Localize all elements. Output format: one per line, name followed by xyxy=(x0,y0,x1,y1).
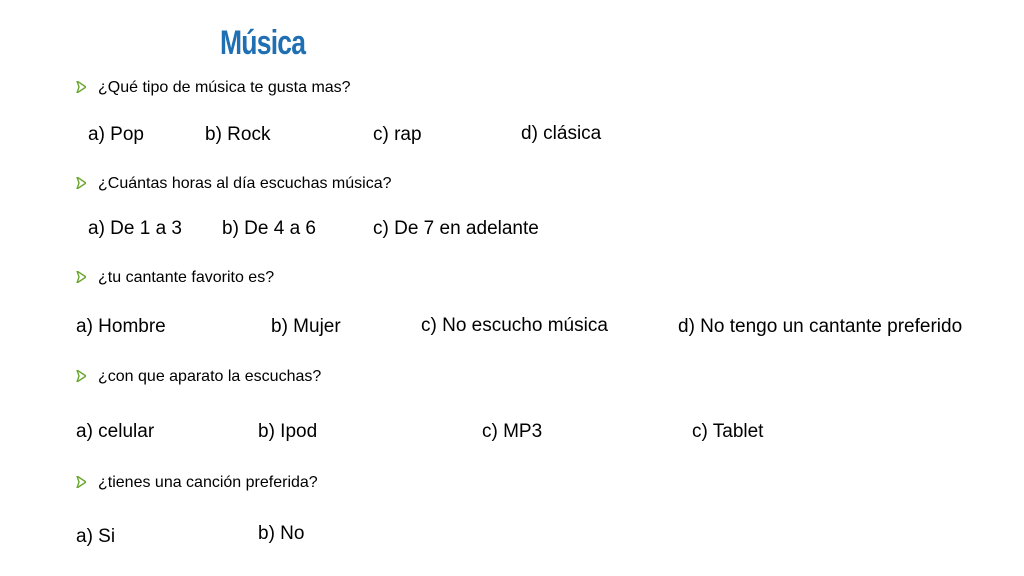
question-1 xyxy=(76,78,351,98)
option-1d: d) clásica xyxy=(521,123,602,144)
question-text: ¿con que aparato la escuchas? xyxy=(98,368,322,385)
question-4 xyxy=(76,367,321,387)
option-4a: a) celular xyxy=(76,421,155,442)
question-text: ¿Qué tipo de música te gusta mas? xyxy=(98,79,351,96)
question-3 xyxy=(76,268,274,288)
question-5 xyxy=(76,473,318,493)
option-4c: c) MP3 xyxy=(482,421,543,442)
option-1a: a) Pop xyxy=(88,124,144,145)
option-2b: b) De 4 a 6 xyxy=(222,218,316,239)
option-2c: c) De 7 en adelante xyxy=(373,218,539,239)
question-text: ¿tienes una canción preferida? xyxy=(98,474,318,491)
option-4d: c) Tablet xyxy=(692,421,764,442)
question-text: ¿Cuántas horas al día escuchas música? xyxy=(98,175,392,192)
option-5b: b) No xyxy=(258,523,305,544)
option-5a: a) Si xyxy=(76,526,116,547)
arrow-bullet-icon xyxy=(76,370,86,382)
option-3c: c) No escucho música xyxy=(421,315,608,336)
option-1b: b) Rock xyxy=(205,124,271,145)
page-title: Música xyxy=(220,24,306,62)
option-3b: b) Mujer xyxy=(271,316,341,337)
arrow-bullet-icon xyxy=(76,476,86,488)
question-2 xyxy=(76,174,391,194)
option-1c: c) rap xyxy=(373,124,422,145)
option-2a: a) De 1 a 3 xyxy=(88,218,182,239)
option-4b: b) Ipod xyxy=(258,421,318,442)
option-3a: a) Hombre xyxy=(76,316,166,337)
question-text: ¿tu cantante favorito es? xyxy=(98,269,275,286)
arrow-bullet-icon xyxy=(76,271,86,283)
option-3d: d) No tengo un cantante preferido xyxy=(678,316,963,337)
arrow-bullet-icon xyxy=(76,177,86,189)
arrow-bullet-icon xyxy=(76,81,86,93)
